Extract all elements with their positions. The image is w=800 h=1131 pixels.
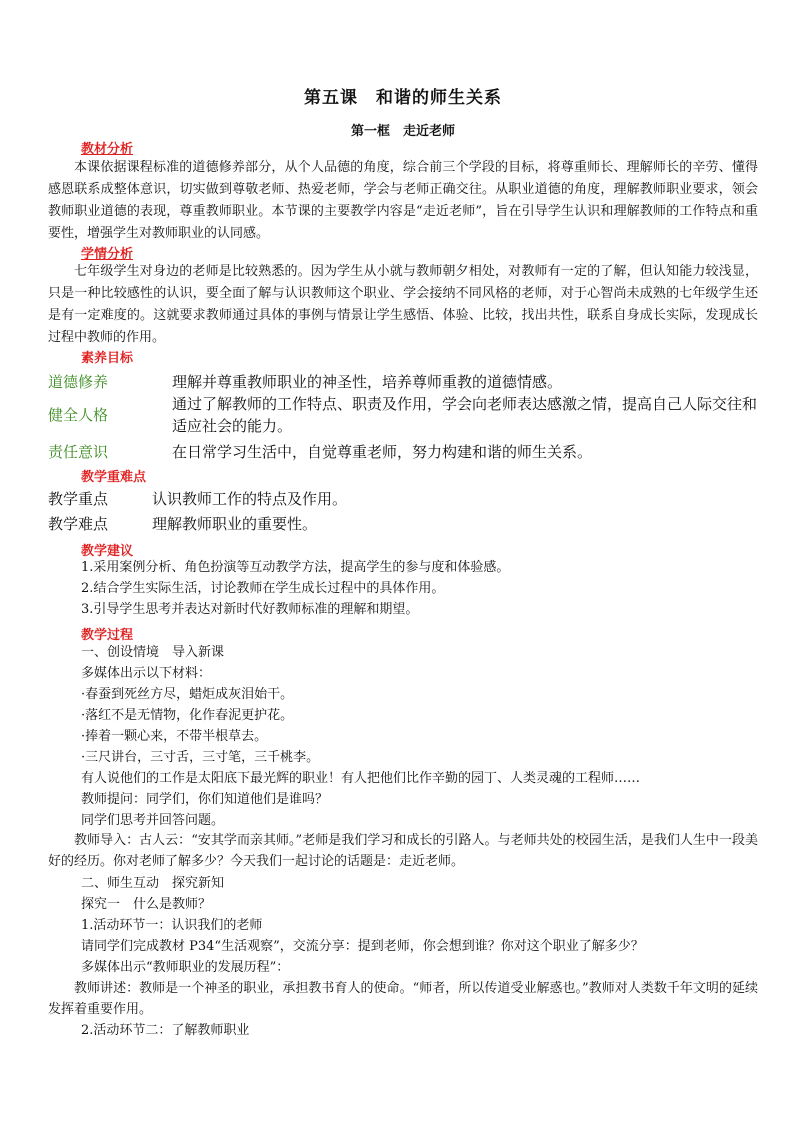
heading-process: 教学过程	[81, 628, 134, 643]
keypoint-text-difficulty: 理解教师职业的重要性。	[152, 515, 318, 533]
process-line: 有人说他们的工作是太阳底下最光辉的职业！有人把他们比作辛勤的园丁、人类灵魂的工程师……	[81, 771, 641, 786]
process-line: 教师提问：同学们，你们知道他们是谁吗？	[81, 792, 329, 807]
lesson-title: 第五课 和谐的师生关系	[304, 88, 502, 108]
process-line: 一、创设情境 导入新课	[81, 645, 225, 660]
suggestion-item: 1.采用案例分析、角色扮演等互动教学方法，提高学生的参与度和体验感。	[81, 560, 510, 575]
lesson-subtitle: 第一框 走近老师	[350, 124, 455, 139]
process-line: ·落红不是无情物，化作春泥更护花。	[81, 708, 294, 723]
process-line: ·春蚕到死丝方尽，蜡炬成灰泪始干。	[81, 687, 294, 702]
process-line: 探究一 什么是教师？	[81, 897, 212, 912]
process-line: 2.活动环节二：了解教师职业	[81, 1023, 250, 1038]
suggestion-item: 3.引导学生思考并表达对新时代好教师标准的理解和期望。	[81, 602, 419, 617]
process-line: 1.活动环节一：认识我们的老师	[81, 918, 263, 933]
process-line: ·捧着一颗心来，不带半根草去。	[81, 729, 268, 744]
material-analysis-text: 本课依据课程标准的道德修养部分，从个人品德的角度，综合前三个学段的目标，将尊重师长、理解师长的辛劳、懂得感恩联系成整体意识，切实做到尊敬老师、热爱老师，学会与老师正确交往。从职业道德的角度，理解教师职业要求，领会教师职业道德的表现，尊重教师职业。本节课的主要教学内容是“走近老师”，旨在引导学生认识和理解教师的工作特点和重要性，增强学生对教师职业的认同感。	[48, 160, 758, 241]
goal-text-personality: 通过了解教师的工作特点、职责及作用，学会向老师表达感激之情，提高自己人际交往和适应社会的能力。	[172, 395, 758, 435]
heading-material-analysis: 教材分析	[81, 142, 134, 157]
intro-paragraph: 教师导入：古人云：“安其学而亲其师。”老师是我们学习和成长的引路人。与老师共处的校园生活，是我们人生中一段美好的经历。你对老师了解多少？今天我们一起讨论的话题是：走近老师。	[48, 833, 758, 869]
process-line: 多媒体出示以下材料：	[81, 666, 212, 681]
goal-text-morality: 理解并尊重教师职业的神圣性，培养尊师重教的道德情感。	[172, 373, 563, 391]
process-line: 同学们思考并回答问题。	[81, 813, 225, 828]
heading-goals: 素养目标	[81, 351, 134, 366]
goal-label-responsibility: 责任意识	[48, 443, 109, 461]
goal-text-responsibility: 在日常学习生活中，自觉尊重老师，努力构建和谐的师生关系。	[172, 443, 593, 461]
keypoint-label-difficulty: 教学难点	[48, 515, 109, 533]
heading-suggestions: 教学建议	[81, 544, 134, 559]
process-line: ·三尺讲台，三寸舌，三寸笔，三千桃李。	[81, 750, 320, 765]
teacher-paragraph: 教师讲述：教师是一个神圣的职业，承担教书育人的使命。“师者，所以传道受业解惑也。”教师对人类数千年文明的延续发挥着重要作用。	[48, 981, 758, 1017]
keypoint-label-focus: 教学重点	[48, 490, 109, 508]
heading-student-analysis: 学情分析	[81, 247, 134, 262]
heading-keypoints: 教学重难点	[81, 470, 147, 485]
goal-label-personality: 健全人格	[48, 406, 109, 424]
goal-label-morality: 道德修养	[48, 373, 109, 391]
process-line: 二、师生互动 探究新知	[81, 876, 225, 891]
suggestion-item: 2.结合学生实际生活，讨论教师在学生成长过程中的具体作用。	[81, 581, 445, 596]
process-line: 请同学们完成教材 P34“生活观察”，交流分享：提到老师，你会想到谁？你对这个职业了解多少？	[81, 939, 644, 954]
student-analysis-text: 七年级学生对身边的老师是比较熟悉的。因为学生从小就与教师朝夕相处，对教师有一定的了解，但认知能力较浅显，只是一种比较感性的认识，要全面了解与认识教师这个职业、学会接纳不同风格的老师，对于心智尚未成熟的七年级学生还是有一定难度的。这就要求教师通过具体的事例与情景让学生感悟、体验、比较，找出共性，联系自身成长实际，发现成长过程中教师的作用。	[48, 264, 758, 345]
process-line: 多媒体出示“教师职业的发展历程”：	[81, 960, 290, 975]
keypoint-text-focus: 认识教师工作的特点及作用。	[152, 490, 348, 508]
